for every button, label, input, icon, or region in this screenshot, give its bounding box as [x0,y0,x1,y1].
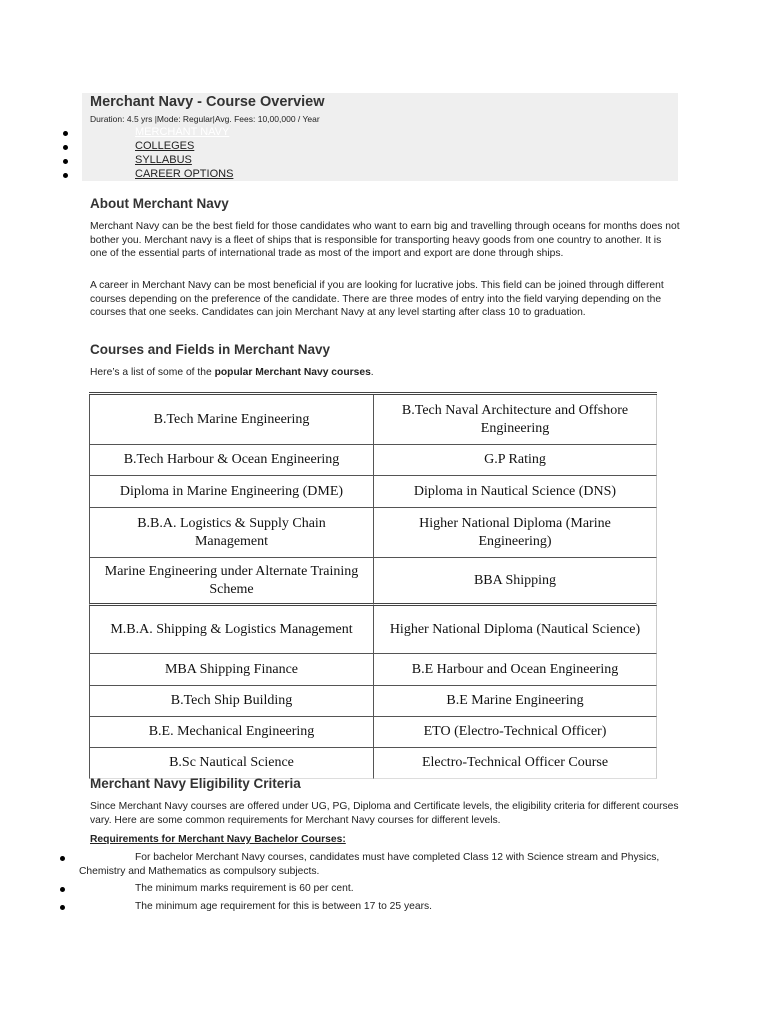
table-cell: B.Tech Harbour & Ocean Engineering [89,445,373,476]
page-title: Merchant Navy - Course Overview [90,94,325,110]
requirements-heading: Requirements for Merchant Navy Bachelor Courses: [90,834,346,845]
table-cell: Diploma in Nautical Science (DNS) [373,476,657,508]
list-item [0,900,700,916]
table-cell: Electro-Technical Officer Course [373,748,657,779]
bullet-icon [63,145,68,150]
bullet-icon [60,905,65,910]
courses-intro-bold: popular Merchant Navy courses [214,367,371,378]
bullet-icon [63,173,68,178]
table-cell: B.B.A. Logistics & Supply Chain Management [89,508,373,558]
table-row [89,748,657,779]
table-cell: M.B.A. Shipping & Logistics Management [89,606,373,654]
table-cell: Diploma in Marine Engineering (DME) [89,476,373,508]
requirement-text: The minimum marks requirement is 60 per cent. [135,883,354,894]
courses-table [89,392,657,779]
nav-link-merchant-navy[interactable]: MERCHANT NAVY [135,126,230,138]
table-cell: ETO (Electro-Technical Officer) [373,717,657,748]
table-cell: BBA Shipping [373,558,657,606]
courses-intro-text: Here’s a list of some of the [90,367,215,378]
nav-link-syllabus[interactable]: SYLLABUS [135,154,192,166]
nav-link-career-options[interactable]: CAREER OPTIONS [135,168,234,180]
courses-heading: Courses and Fields in Merchant Navy [90,342,331,357]
course-meta-line: Duration: 4.5 yrs |Mode: Regular|Avg. Fees: 10,00,000 / Year [90,114,320,124]
bullet-icon [60,887,65,892]
table-row [89,445,657,476]
about-heading: About Merchant Navy [90,196,229,211]
list-item [0,851,700,881]
table-cell: MBA Shipping Finance [89,654,373,686]
bullet-icon [60,856,65,861]
table-cell: B.Tech Naval Architecture and Offshore Engineering [373,395,657,445]
nav-item-merchant-navy [0,126,400,140]
nav-item-career-options [0,168,400,182]
table-cell: Higher National Diploma (Nautical Science) [373,606,657,654]
table-row [89,717,657,748]
table-row [89,558,657,606]
table-cell: B.E Harbour and Ocean Engineering [373,654,657,686]
table-row [89,395,657,445]
table-cell: G.P Rating [373,445,657,476]
table-row [89,508,657,558]
table-cell: B.Tech Marine Engineering [89,395,373,445]
courses-intro-end: . [370,367,374,378]
table-cell: B.Sc Nautical Science [89,748,373,779]
eligibility-paragraph: Since Merchant Navy courses are offered under UG, PG, Diploma and Certificate levels, the eligibility criteria for different courses vary. Here are some common requirements for Merchant Navy courses for different levels. [90,801,679,826]
requirement-text: For bachelor Merchant Navy courses, candidates must have completed Class 12 with Science stream and Physics, Chemistry and Mathematics as compulsory subjects. [79,852,660,877]
table-cell: Marine Engineering under Alternate Training Scheme [89,558,373,606]
table-row [89,606,657,654]
nav-item-syllabus [0,154,400,168]
table-cell: B.E. Mechanical Engineering [89,717,373,748]
table-cell: B.Tech Ship Building [89,686,373,717]
table-row [89,686,657,717]
about-paragraph-2: A career in Merchant Navy can be most beneficial if you are looking for lucrative jobs. This field can be joined through different courses depending on the preference of the candidate. There are three modes of entry into the field varying depending on the courses that one seeks. Candidates can join Merchant Navy at any level starting after class 10 to graduation. [90,280,664,318]
nav-link-colleges[interactable]: COLLEGES [135,140,195,152]
requirement-text: The minimum age requirement for this is between 17 to 25 years. [135,901,433,912]
nav-item-colleges [0,140,400,154]
table-row [89,476,657,508]
table-cell: Higher National Diploma (Marine Engineering) [373,508,657,558]
bullet-icon [63,131,68,136]
table-cell: B.E Marine Engineering [373,686,657,717]
courses-intro [90,366,680,380]
eligibility-heading: Merchant Navy Eligibility Criteria [90,776,301,791]
table-row [89,654,657,686]
list-item [0,882,700,898]
bullet-icon [63,159,68,164]
about-paragraph-1: Merchant Navy can be the best field for those candidates who want to earn big and travelling through oceans for months does not bother you. Merchant navy is a fleet of ships that is responsible for transporting heavy goods from one country to another. It is one of the essential parts of international trade as most of the import and export are done through ships. [90,221,680,259]
